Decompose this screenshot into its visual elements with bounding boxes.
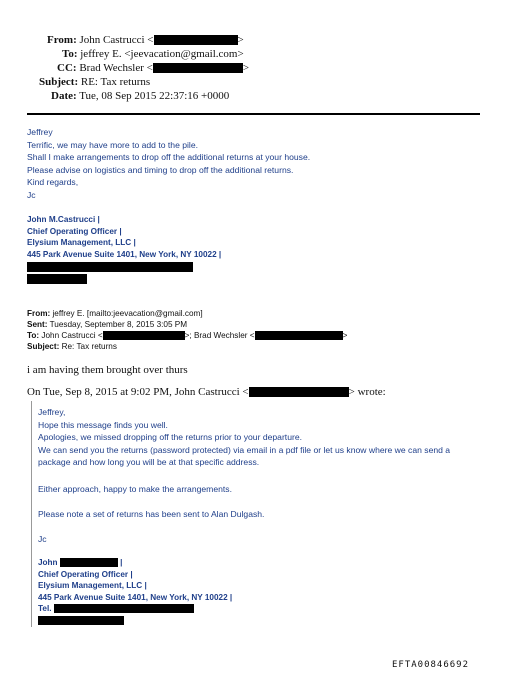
header-to-label: To:	[62, 48, 78, 60]
quoted-sig-tel: Tel.	[38, 604, 52, 613]
forwarded-message: i am having them brought over thurs	[27, 364, 188, 376]
reply-line: Please advise on logistics and timing to drop off the additional returns.	[27, 164, 294, 175]
redaction	[60, 558, 118, 567]
quoted-line: Apologies, we missed dropping off the returns prior to your departure.	[38, 432, 303, 442]
header-to-value: jeffrey E. <jeevacation@gmail.com>	[80, 48, 244, 60]
quote-intro-text: On Tue, Sep 8, 2015 at 9:02 PM, John Castrucci <	[27, 386, 249, 398]
header-subject-label: Subject:	[39, 76, 79, 88]
reply-line: Jeffrey	[27, 127, 53, 137]
fwd-to-value: John Castrucci <	[41, 331, 103, 340]
redaction	[249, 387, 349, 397]
quoted-line: Hope this message finds you well.	[38, 419, 168, 430]
redaction	[27, 274, 87, 284]
signature-name: John M.Castrucci |	[27, 215, 100, 224]
quoted-sig-company: Elysium Management, LLC |	[38, 581, 147, 590]
fwd-to-value: >; Brad Wechsler <	[184, 331, 255, 340]
fwd-from-value: jeffrey E. [mailto:jeevacation@gmail.com]	[52, 309, 203, 318]
quote-intro-text: > wrote:	[348, 386, 386, 398]
fwd-subject-label: Subject:	[27, 342, 60, 351]
forwarded-header	[27, 308, 347, 352]
header-date-value: Tue, 08 Sep 2015 22:37:16 +0000	[79, 90, 230, 102]
fwd-subject-value: Re: Tax returns	[61, 342, 117, 351]
header-cc-label: CC:	[57, 62, 77, 74]
quoted-line: We can send you the returns (password protected) via email in a pdf file or let us know where we can send a	[38, 444, 451, 455]
signature-company: Elysium Management, LLC |	[27, 238, 136, 247]
quoted-line: Jeffrey,	[38, 407, 66, 417]
document-id: EFTA00846692	[392, 660, 470, 670]
quote-intro	[27, 385, 386, 399]
reply-line: Shall I make arrangements to drop off the additional returns at your house.	[27, 152, 311, 162]
quoted-body	[38, 406, 450, 469]
header-from-label: From:	[47, 34, 77, 46]
header-from-value: John Castrucci <	[79, 34, 154, 46]
reply-line: Jc	[27, 189, 36, 200]
quoted-sig-name-tail: |	[120, 558, 123, 567]
signature-title: Chief Operating Officer |	[27, 226, 122, 236]
header-from-tail: >	[237, 34, 244, 46]
header-date	[51, 89, 229, 103]
header-divider	[27, 113, 480, 115]
quoted-note: Please note a set of returns has been sent to Alan Dulgash.	[38, 509, 265, 519]
redaction	[54, 604, 194, 613]
reply-body	[27, 126, 310, 201]
redaction	[103, 331, 185, 340]
quoted-line: package and how long you will be at that specific address.	[38, 457, 260, 467]
redaction	[27, 262, 193, 272]
header-from	[47, 33, 244, 47]
header-subject-value: RE: Tax returns	[80, 76, 151, 88]
quoted-sig-title: Chief Operating Officer |	[38, 569, 133, 579]
fwd-to-value: >	[342, 331, 348, 340]
header-cc	[57, 61, 249, 75]
header-cc-value: Brad Wechsler <	[79, 62, 153, 74]
quoted-jc: Jc	[38, 534, 47, 544]
quoted-sig-name: John	[38, 558, 58, 567]
redaction	[153, 63, 243, 73]
quote-bar	[31, 401, 32, 627]
header-cc-tail: >	[242, 62, 250, 74]
fwd-sent-label: Sent:	[27, 320, 48, 329]
quoted-sig-address: 445 Park Avenue Suite 1401, New York, NY 10022 |	[38, 592, 233, 602]
fwd-sent-value: Tuesday, September 8, 2015 3:05 PM	[49, 320, 188, 329]
redaction	[154, 35, 238, 45]
reply-signature	[27, 214, 221, 260]
header-to	[62, 47, 244, 61]
signature-address: 445 Park Avenue Suite 1401, New York, NY 10022 |	[27, 249, 222, 259]
header-date-label: Date:	[51, 90, 77, 102]
redaction	[38, 616, 124, 625]
quoted-signature	[38, 557, 232, 615]
reply-line: Kind regards,	[27, 177, 79, 187]
fwd-from-label: From:	[27, 309, 51, 318]
redaction	[255, 331, 343, 340]
quoted-either: Either approach, happy to make the arrangements.	[38, 484, 232, 494]
reply-line: Terrific, we may have more to add to the pile.	[27, 139, 198, 150]
header-subject	[39, 75, 150, 89]
fwd-to-label: To:	[27, 331, 40, 340]
